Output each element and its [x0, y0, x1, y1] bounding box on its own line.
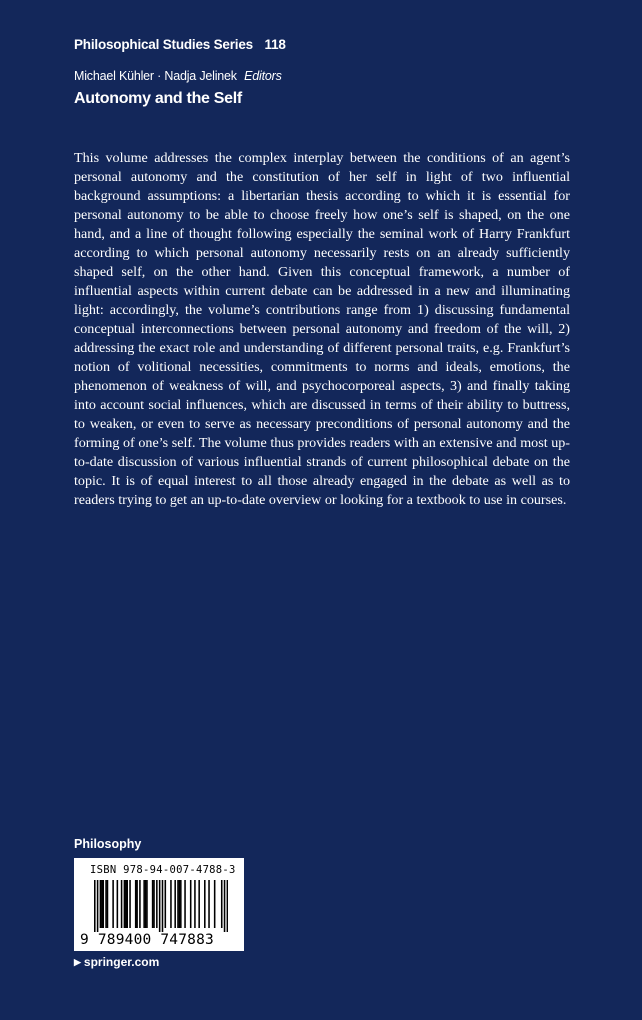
- barcode-bar: [125, 880, 127, 928]
- barcode-digits: 9 789400 747883: [80, 932, 214, 948]
- barcode-bar: [97, 880, 99, 932]
- barcode-bar: [159, 880, 161, 932]
- barcode-bar: [101, 880, 103, 928]
- series-number: 118: [264, 37, 286, 52]
- barcode-bar: [194, 880, 196, 928]
- barcode-bar: [190, 880, 192, 928]
- barcode-bar: [156, 880, 158, 928]
- barcode-bar: [214, 880, 216, 928]
- barcode-bar: [153, 880, 155, 928]
- barcode-bar: [105, 880, 107, 928]
- barcode-bar: [102, 880, 104, 928]
- barcode-bar: [174, 880, 176, 928]
- editors-role: Editors: [244, 69, 282, 83]
- barcode-bar: [107, 880, 109, 928]
- isbn-label: ISBN 978-94-007-4788-3: [90, 864, 236, 876]
- website-label: springer.com: [83, 955, 160, 969]
- barcode-bar: [180, 880, 182, 928]
- barcode-bar: [184, 880, 186, 928]
- barcode-bar: [121, 880, 123, 928]
- series-line: [74, 37, 286, 52]
- barcode-bar: [136, 880, 138, 928]
- barcode-bar: [94, 880, 96, 932]
- editor-names: Michael Kühler · Nadja Jelinek: [74, 69, 237, 83]
- barcode-icon: [94, 880, 228, 932]
- barcode-bar: [135, 880, 137, 928]
- barcode-bar: [177, 880, 179, 928]
- editors-line: [74, 69, 282, 83]
- barcode-bar: [170, 880, 172, 928]
- barcode-bar: [165, 880, 167, 928]
- barcode-bar: [204, 880, 206, 928]
- publisher-website[interactable]: [74, 955, 159, 969]
- isbn-barcode-box: [74, 858, 244, 951]
- series-name: Philosophical Studies Series: [74, 37, 253, 52]
- barcode-bar: [117, 880, 119, 928]
- barcode-bar: [100, 880, 102, 928]
- barcode-bar: [143, 880, 145, 928]
- barcode-bar: [126, 880, 128, 928]
- barcode-bar: [224, 880, 226, 932]
- barcode-bar: [145, 880, 147, 928]
- barcode-bar: [221, 880, 223, 928]
- blurb-text: This volume addresses the complex interplay between the conditions of an agent’s personal autonomy and the constitution of her self in light of two influential background assumptions: a libertarian thesis according to which it is essential for personal autonomy to be able to choose freely how one’s self is shaped, on the one hand, and a line of thought following especially the seminal work of Harry Frankfurt according to which personal autonomy necessarily rests on an already sufficiently shaped self, on the other hand. Given this conceptual framework, a number of influential aspects within current debate can be addressed in a new and illuminating light: accordingly, the volume’s contributions range from 1) discussing fundamental conceptual interconnections between personal autonomy and freedom of the will, 2) addressing the exact role and understanding of different personal traits, e.g. Frankfurt’s notion of volitional necessities, commitments to norms and ideals, emotions, the phenomenon of weakness of will, and psychocorporeal aspects, 3) and finally taking into account social influences, which are discussed in terms of their ability to buttress, to weaken, or even to serve as necessary preconditions of personal autonomy and the forming of one’s self. The volume thus provides readers with an extensive and most up-to-date discussion of various influential strands of current philosophical debate on the topic. It is of equal interest to all those already engaged in the debate as well as to readers trying to get an up-to-date overview or looking for a textbook to use in courses.: [74, 150, 570, 508]
- barcode-bar: [129, 880, 131, 928]
- barcode-bar: [139, 880, 141, 928]
- barcode-bar: [179, 880, 181, 928]
- barcode-bar: [146, 880, 148, 928]
- barcode-bar: [152, 880, 154, 928]
- barcode-bar: [198, 880, 200, 928]
- barcode-bar: [162, 880, 164, 932]
- book-title: Autonomy and the Self: [74, 90, 242, 107]
- barcode-bar: [227, 880, 228, 932]
- barcode-bar: [112, 880, 114, 928]
- subject-category: Philosophy: [74, 837, 142, 851]
- arrow-right-icon: ▶: [74, 957, 81, 967]
- barcode-bar: [208, 880, 210, 928]
- barcode-bar: [124, 880, 126, 928]
